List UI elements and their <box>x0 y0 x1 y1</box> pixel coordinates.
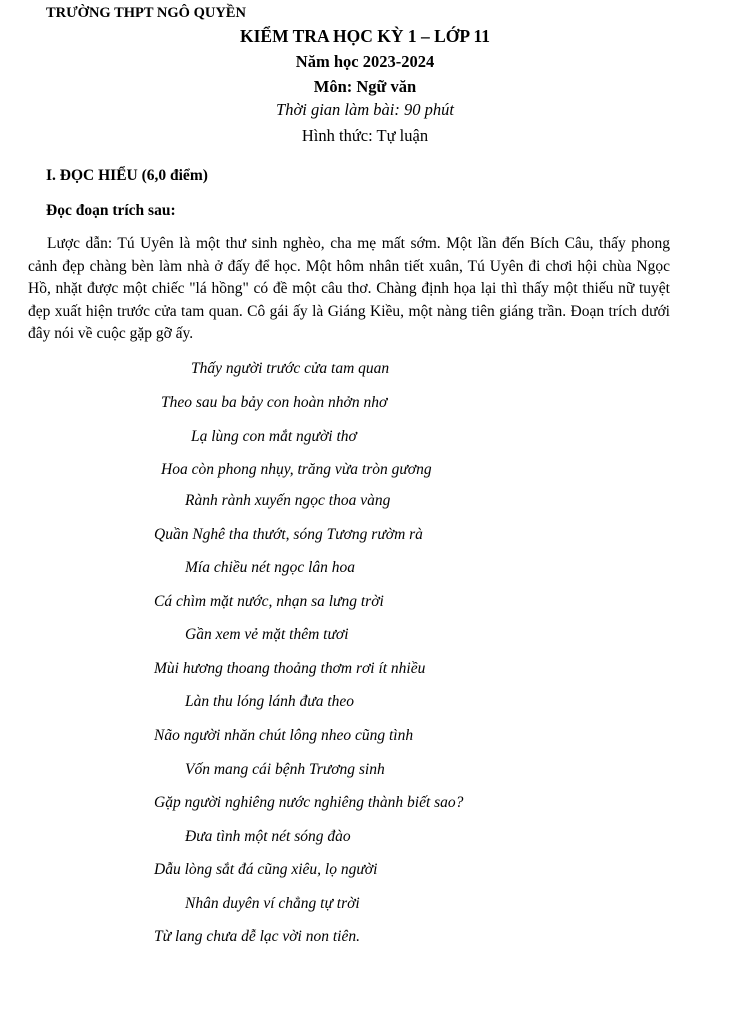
poem-line: Mía chiều nét ngọc lân hoa <box>185 559 356 576</box>
poem-line: Nhân duyên ví chẳng tự trời <box>185 895 360 912</box>
poem-line: Theo sau ba bảy con hoàn nhởn nhơ <box>161 394 388 411</box>
reading-instruction: Đọc đoạn trích sau: <box>46 202 176 219</box>
poem-line: Cá chìm mặt nước, nhạn sa lưng trời <box>154 593 384 610</box>
school-year: Năm học 2023-2024 <box>295 52 435 71</box>
poem-line: Từ lang chưa dễ lạc vời non tiên. <box>154 928 360 945</box>
poem-line: Rành rành xuyến ngọc thoa vàng <box>185 492 391 509</box>
summary-paragraph: Lược dẫn: Tú Uyên là một thư sinh nghèo, cha mẹ mất sớm. Một lần đến Bích Câu, thấy phong cảnh đẹp chàng bèn làm nhà ở đấy để học. Một hôm nhân tiết xuân, Tú Uyên đi chơi hội chùa Ngọc Hồ, nhặt được một chiếc "lá hồng" có đề một câu thơ. Chàng định họa lại thì thấy một thiếu nữ tuyệt đẹp xuất hiện trước cửa tam quan. Cô gái ấy là Giáng Kiều, một nàng tiên giáng trần. Đoạn trích dưới đây nói về cuộc gặp gỡ ấy. <box>28 235 670 342</box>
school-name: TRƯỜNG THPT NGÔ QUYỀN <box>46 5 246 21</box>
poem-line: Dẫu lòng sắt đá cũng xiêu, lọ người <box>154 861 378 878</box>
exam-title: KIỂM TRA HỌC KỲ 1 – LỚP 11 <box>239 26 491 46</box>
exam-format: Hình thức: Tự luận <box>301 126 429 145</box>
subject: Môn: Ngữ văn <box>313 77 417 96</box>
exam-duration: Thời gian làm bài: 90 phút <box>276 100 454 119</box>
section-heading: I. ĐỌC HIỂU (6,0 điểm) <box>46 167 208 184</box>
poem-line: Lạ lùng con mắt người thơ <box>191 428 357 445</box>
poem-line: Quần Nghê tha thướt, sóng Tương rườm rà <box>154 526 423 543</box>
poem-line: Đưa tình một nét sóng đào <box>185 828 351 845</box>
poem-line: Gần xem vẻ mặt thêm tươi <box>185 626 349 643</box>
poem-line: Làn thu lóng lánh đưa theo <box>185 693 355 710</box>
poem-line: Não người nhăn chút lông nheo cũng tình <box>154 727 414 744</box>
poem-line: Hoa còn phong nhụy, trăng vừa tròn gương <box>161 461 432 478</box>
poem-line: Gặp người nghiêng nước nghiêng thành biết sao? <box>154 794 464 811</box>
poem-line: Mùi hương thoang thoảng thơm rơi ít nhiều <box>154 660 426 677</box>
poem-line: Vốn mang cái bệnh Trương sinh <box>185 761 385 778</box>
poem-line: Thấy người trước cửa tam quan <box>191 360 390 377</box>
